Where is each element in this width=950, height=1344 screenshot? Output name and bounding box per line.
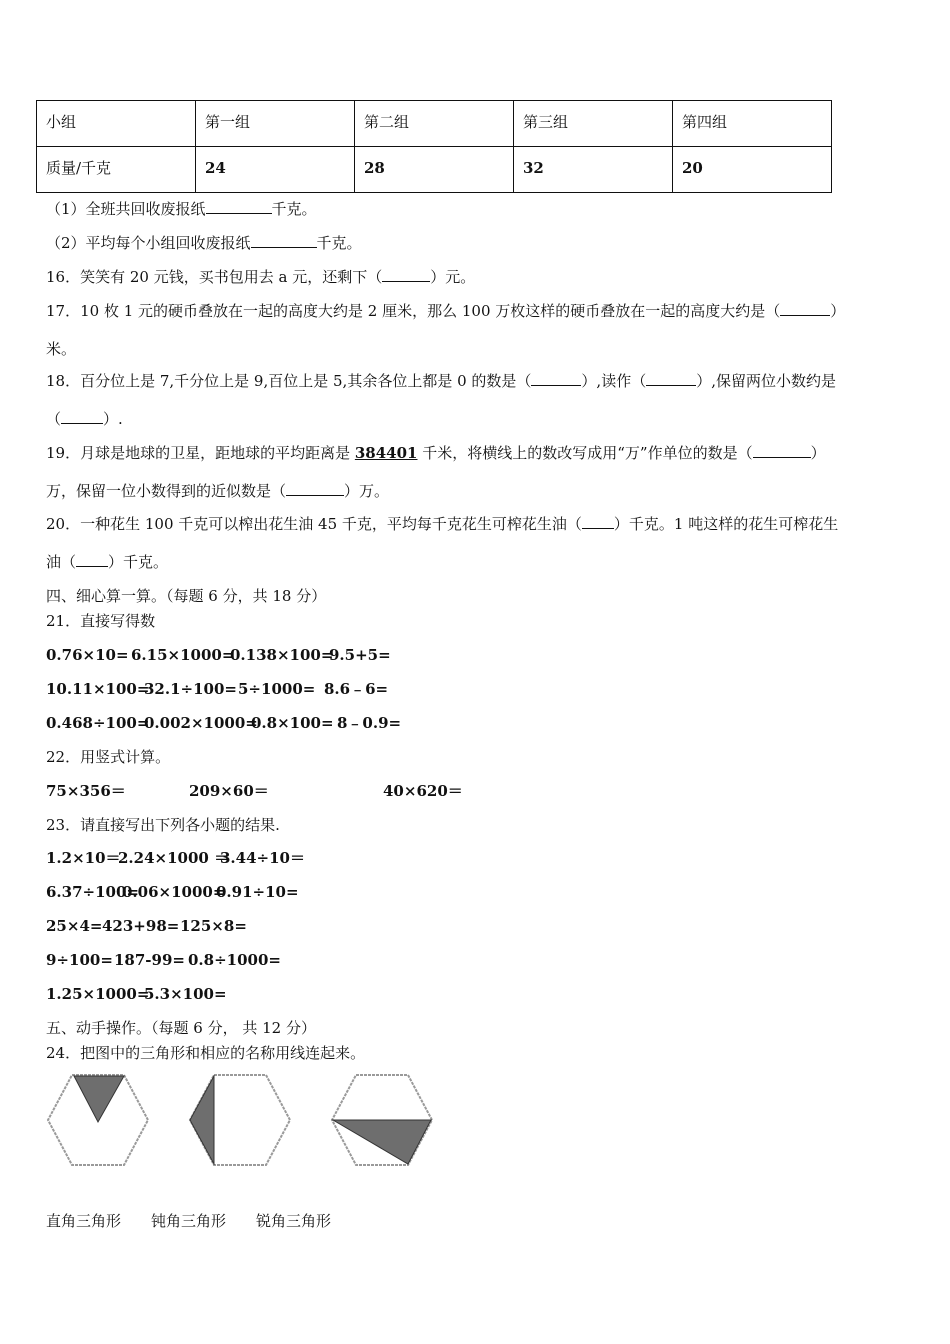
calc-item: 0.468÷100= [46, 714, 150, 732]
calc-item: 0.76×10= [46, 646, 129, 664]
table-cell: 24 [196, 147, 355, 193]
q15-part1-text: （1）全班共回收废报纸 [46, 200, 206, 218]
q18-text: 18．百分位上是 7,千分位上是 9,百位上是 5,其余各位上都是 0 的数是（ [46, 372, 532, 390]
calc-item: 2.24×1000 ＝ [118, 849, 230, 867]
q19-text-end: ）万。 [344, 482, 390, 500]
q15-part2-unit: 千克。 [316, 234, 362, 252]
q23-row [46, 916, 247, 936]
calc-item: 8﹣0.9= [337, 714, 402, 732]
hexagon-figure-2[interactable] [190, 1075, 290, 1165]
q21-row [46, 645, 391, 665]
q15-part2 [46, 233, 362, 253]
table-cell: 28 [355, 147, 514, 193]
calc-item: 32.1÷100= [144, 680, 237, 698]
answer-blank[interactable] [206, 199, 272, 214]
q18-text-close: ）. [103, 410, 123, 428]
section4-title: 四、细心算一算。（每题 6 分，共 18 分） [46, 587, 327, 605]
q23-row [46, 882, 299, 902]
calc-item: 6.15×1000= [131, 646, 235, 664]
q22-row [46, 781, 463, 801]
answer-blank[interactable] [286, 481, 344, 496]
hexagon-figure-3[interactable] [332, 1075, 432, 1165]
calc-item: 1.2×10＝ [46, 849, 121, 867]
q17-line1 [46, 301, 845, 321]
mass-table [36, 100, 832, 193]
q17-text-unit: 米。 [46, 340, 77, 358]
label-acute-triangle[interactable]: 锐角三角形 [256, 1212, 332, 1230]
answer-blank[interactable] [780, 301, 830, 316]
calc-item: 6.37÷100= [46, 883, 139, 901]
q21-title: 21．直接写得数 [46, 612, 156, 630]
q15-part2-text: （2）平均每个小组回收废报纸 [46, 234, 251, 252]
calc-item: 75×356＝ [46, 782, 126, 800]
q21-row [46, 679, 388, 699]
calc-item: 5÷1000= [238, 680, 316, 698]
table-header-row [37, 101, 832, 147]
calc-item: 9.5+5= [329, 646, 391, 664]
q17-text-close: ） [830, 302, 846, 320]
q18-line1 [46, 371, 836, 391]
calc-item: 40×620＝ [383, 782, 463, 800]
q18-text-open: （ [46, 410, 62, 428]
q23-row [46, 950, 281, 970]
calc-item: 423+98= [102, 917, 180, 935]
q19-text: 19．月球是地球的卫星，距地球的平均距离是 [46, 444, 355, 462]
calc-item: 125×8= [180, 917, 247, 935]
q18-text-read: ）,读作（ [581, 372, 647, 390]
calc-item: 3.44÷10＝ [220, 849, 305, 867]
q15-part1 [46, 199, 317, 219]
q18-text-round: ）,保留两位小数约是 [696, 372, 836, 390]
label-obtuse-triangle[interactable]: 钝角三角形 [151, 1212, 227, 1230]
q20-text-oil: 油（ [46, 553, 77, 571]
calc-item: 0.06×1000= [122, 883, 226, 901]
table-header-cell: 第二组 [355, 101, 514, 147]
q19-text-approx: 万，保留一位小数得到的近似数是（ [46, 482, 287, 500]
q15-part1-unit: 千克。 [271, 200, 317, 218]
answer-blank[interactable] [646, 371, 696, 386]
q19-line2 [46, 481, 389, 501]
calc-item: 10.11×100= [46, 680, 150, 698]
q16-text: 16．笑笑有 20 元钱，买书包用去 a 元，还剩下（ [46, 268, 383, 286]
calc-item: 0.8×100= [251, 714, 334, 732]
calc-item: 209×60＝ [189, 782, 269, 800]
answer-blank[interactable] [76, 552, 108, 567]
calc-item: 1.25×1000= [46, 985, 150, 1003]
q18-line2 [46, 409, 123, 429]
q20-line2 [46, 552, 168, 572]
table-header-cell: 小组 [37, 101, 196, 147]
answer-blank[interactable] [582, 514, 614, 529]
q20-text-end: ）千克。 [108, 553, 169, 571]
table-header-cell: 第三组 [514, 101, 673, 147]
answer-blank[interactable] [61, 409, 103, 424]
q20-text: 20．一种花生 100 千克可以榨出花生油 45 千克，平均每千克花生可榨花生油（ [46, 515, 582, 533]
triangle-name-labels [46, 1210, 361, 1231]
triangle-figures [44, 1070, 444, 1170]
calc-item: 5.3×100= [144, 985, 227, 1003]
q24-title: 24．把图中的三角形和相应的名称用线连起来。 [46, 1044, 366, 1062]
q21-row [46, 713, 401, 733]
table-cell: 20 [673, 147, 832, 193]
calc-item: 0.8÷1000= [188, 951, 281, 969]
q19-underlined-number: 384401 [354, 444, 418, 462]
calc-item: 0.91÷10= [216, 883, 299, 901]
q22-title: 22．用竖式计算。 [46, 748, 171, 766]
q20-line1 [46, 514, 838, 534]
shaded-triangle [190, 1076, 214, 1164]
label-right-triangle[interactable]: 直角三角形 [46, 1212, 122, 1230]
q16 [46, 267, 475, 287]
q17-line2 [46, 339, 76, 359]
q19-line1 [46, 443, 826, 463]
answer-blank[interactable] [251, 233, 317, 248]
calc-item: 25×4= [46, 917, 103, 935]
calc-item: 187-99= [114, 951, 185, 969]
table-header-cell: 第四组 [673, 101, 832, 147]
q17-text: 17．10 枚 1 元的硬币叠放在一起的高度大约是 2 厘米，那么 100 万枚这样的硬币叠放在一起的高度大约是（ [46, 302, 781, 320]
calc-item: 9÷100= [46, 951, 113, 969]
calc-item: 8.6﹣6= [324, 680, 389, 698]
answer-blank[interactable] [753, 443, 811, 458]
q16-text-end: ）元。 [430, 268, 476, 286]
q23-row [46, 984, 227, 1004]
table-row [37, 147, 832, 193]
table-cell: 32 [514, 147, 673, 193]
hexagon-figure-1[interactable] [48, 1075, 148, 1165]
calc-item: 0.002×1000= [144, 714, 258, 732]
q20-text-mid: ）千克。1 吨这样的花生可榨花生 [613, 515, 839, 533]
table-header-cell: 第一组 [196, 101, 355, 147]
section5-title: 五、动手操作。（每题 6 分， 共 12 分） [46, 1019, 316, 1037]
q19-text-close: ） [810, 444, 826, 462]
q19-text-mid: 千米，将横线上的数改写成用“万”作单位的数是（ [417, 444, 753, 462]
q23-title: 23．请直接写出下列各小题的结果. [46, 816, 280, 834]
answer-blank[interactable] [382, 267, 430, 282]
q23-row [46, 848, 305, 868]
calc-item: 0.138×100= [230, 646, 334, 664]
table-row-label: 质量/千克 [37, 147, 196, 193]
answer-blank[interactable] [531, 371, 581, 386]
